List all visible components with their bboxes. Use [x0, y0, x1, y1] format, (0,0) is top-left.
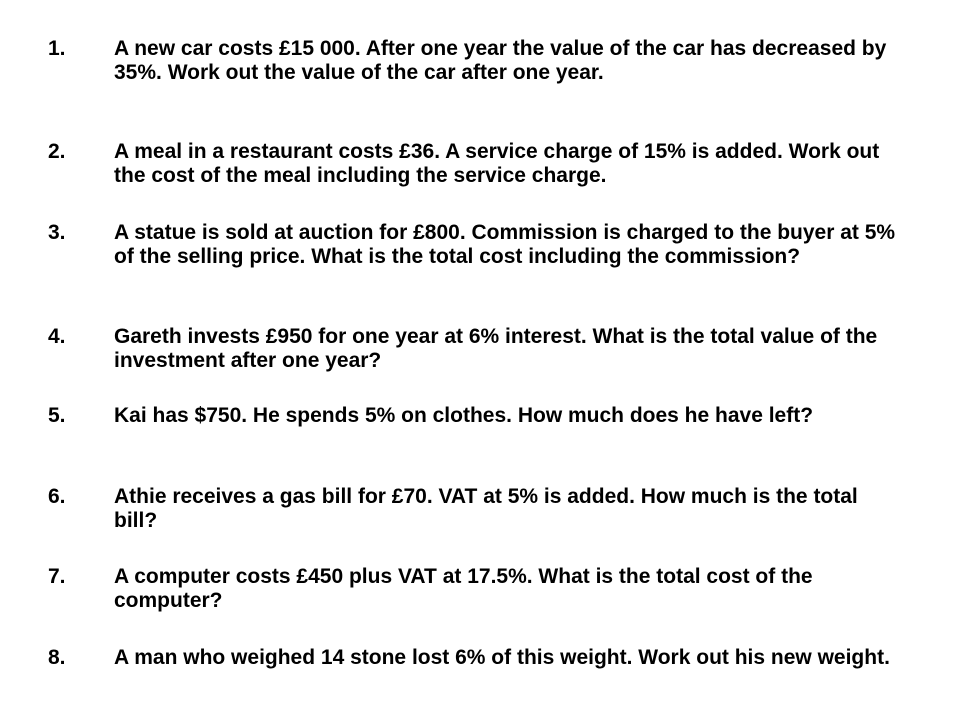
question-text: A meal in a restaurant costs £36. A service charge of 15% is added. Work out the cost of the meal including the service charge.	[114, 140, 880, 187]
question-text: Gareth invests £950 for one year at 6% interest. What is the total value of the investment after one year?	[114, 325, 878, 372]
question-number: 3.	[48, 221, 66, 244]
question-number: 1.	[48, 37, 66, 60]
question-number: 7.	[48, 565, 66, 588]
question-text: Athie receives a gas bill for £70. VAT at 5% is added. How much is the total bill?	[114, 485, 858, 532]
question-item	[48, 37, 898, 85]
question-item	[48, 140, 898, 188]
question-item	[48, 221, 898, 269]
question-number: 6.	[48, 485, 66, 508]
question-number: 2.	[48, 140, 66, 163]
question-item	[48, 565, 898, 613]
question-item	[48, 646, 898, 670]
question-number: 8.	[48, 646, 66, 669]
question-text: A computer costs £450 plus VAT at 17.5%. What is the total cost of the computer?	[114, 565, 813, 612]
question-text: A man who weighed 14 stone lost 6% of this weight. Work out his new weight.	[114, 646, 890, 669]
question-text: A new car costs £15 000. After one year the value of the car has decreased by 35%. Work out the value of the car after one year.	[114, 37, 887, 84]
question-item	[48, 325, 898, 373]
question-text: Kai has $750. He spends 5% on clothes. How much does he have left?	[114, 404, 814, 427]
question-item	[48, 485, 898, 533]
question-text: A statue is sold at auction for £800. Commission is charged to the buyer at 5% of the selling price. What is the total cost including the commission?	[114, 221, 896, 268]
question-number: 5.	[48, 404, 66, 427]
question-number: 4.	[48, 325, 66, 348]
question-item	[48, 404, 898, 428]
